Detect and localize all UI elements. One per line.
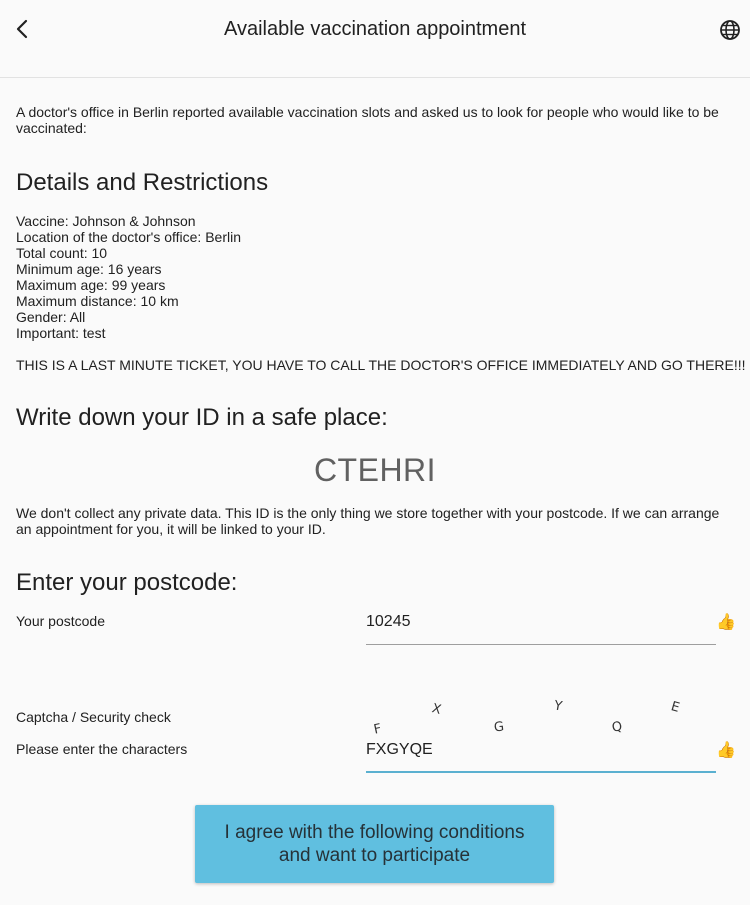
detail-min-age: Minimum age: 16 years — [16, 261, 162, 277]
postcode-input[interactable] — [366, 613, 696, 631]
captcha-char: F — [372, 721, 383, 738]
captcha-input[interactable] — [366, 741, 696, 759]
captcha-label: Captcha / Security check — [16, 709, 171, 725]
captcha-valid-icon: 👍 — [716, 742, 736, 759]
captcha-image — [366, 696, 716, 736]
app-header — [0, 0, 750, 78]
captcha-char: E — [669, 699, 682, 716]
captcha-prompt: Please enter the characters — [16, 741, 188, 757]
detail-total-count: Total count: 10 — [16, 245, 108, 261]
detail-max-age: Maximum age: 99 years — [16, 277, 166, 293]
intro-text: A doctor's office in Berlin reported available vaccination slots and asked us to look for people who would like to be vaccinated: — [16, 104, 719, 136]
globe-icon[interactable] — [717, 17, 743, 43]
last-minute-warning: THIS IS A LAST MINUTE TICKET, YOU HAVE TO CALL THE DOCTOR'S OFFICE IMMEDIATELY AND GO THERE!!! — [16, 357, 746, 373]
id-heading: Write down your ID in a safe place: — [16, 404, 388, 431]
captcha-field[interactable] — [366, 737, 716, 773]
detail-gender: Gender: All — [16, 309, 86, 325]
detail-vaccine: Vaccine: Johnson & Johnson — [16, 213, 196, 229]
detail-max-distance: Maximum distance: 10 km — [16, 293, 179, 309]
page-title: Available vaccination appointment — [223, 18, 527, 40]
postcode-heading: Enter your postcode: — [16, 569, 238, 596]
captcha-char: Y — [552, 698, 564, 715]
privacy-note: We don't collect any private data. This ID is the only thing we store together with your postcode. If we can arrange an appointment for you, it will be linked to your ID. — [16, 505, 720, 537]
details-list — [16, 213, 241, 341]
postcode-field[interactable] — [366, 609, 716, 645]
postcode-valid-icon: 👍 — [716, 614, 736, 631]
detail-important: Important: test — [16, 325, 106, 341]
detail-location: Location of the doctor's office: Berlin — [16, 229, 241, 245]
agree-participate-button[interactable]: I agree with the following conditions and want to participate — [195, 805, 554, 883]
user-id-code: CTEHRI — [313, 452, 437, 488]
postcode-label: Your postcode — [16, 613, 105, 629]
captcha-char: Q — [611, 719, 624, 736]
captcha-char: X — [430, 701, 443, 718]
details-heading: Details and Restrictions — [16, 169, 269, 196]
captcha-char: G — [493, 719, 505, 736]
